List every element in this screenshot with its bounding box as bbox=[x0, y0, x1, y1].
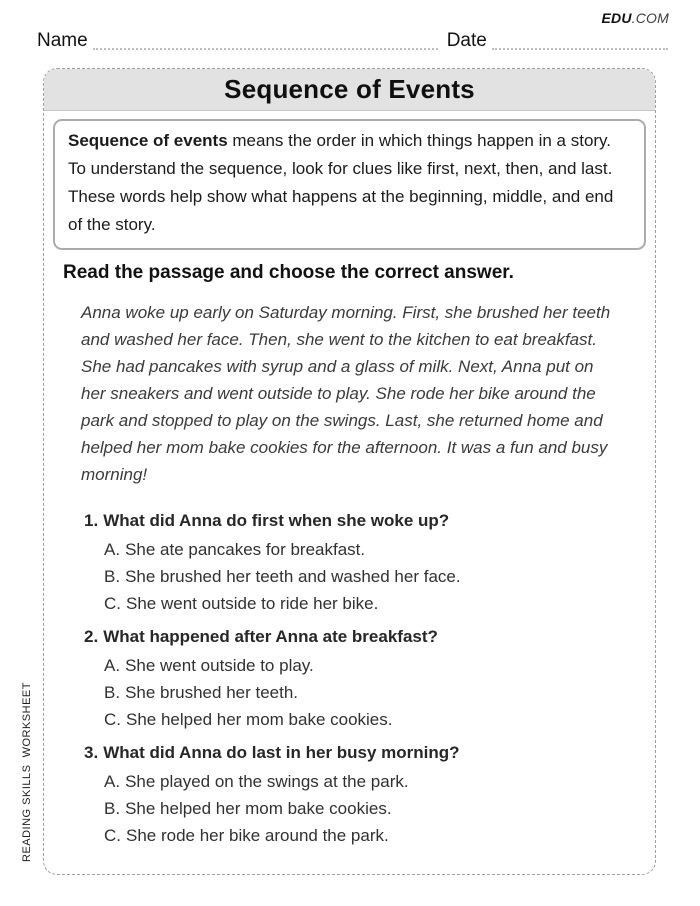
option-letter: A. bbox=[104, 772, 121, 791]
edu-logo-rest: .COM bbox=[631, 10, 669, 26]
option-text: She rode her bike around the park. bbox=[126, 826, 389, 845]
option-letter: A. bbox=[104, 656, 121, 675]
page-title: Sequence of Events bbox=[224, 74, 475, 104]
name-date-row bbox=[37, 29, 668, 53]
option-text: She went outside to ride her bike. bbox=[126, 594, 379, 613]
option-letter: B. bbox=[104, 567, 121, 586]
worksheet-header bbox=[44, 69, 655, 111]
option-letter: C. bbox=[104, 826, 121, 845]
question-number: 3. bbox=[84, 743, 99, 762]
edu-logo bbox=[601, 10, 669, 26]
passage-text: Anna woke up early on Saturday morning. First, she brushed her teeth and washed her face. Then, she went to the kitchen to eat breakfast. She had pancakes with syrup and a glass of milk. Next, Anna put on her sneakers and went outside to play. She rode her bike around the park and stopped to play on the swings. Last, she returned home and helped her mom bake cookies for the afternoon. It was a fun and busy morning! bbox=[81, 303, 611, 484]
option-row bbox=[84, 590, 629, 617]
question-text: What happened after Anna ate breakfast? bbox=[103, 627, 438, 646]
option-text: She helped her mom bake cookies. bbox=[126, 710, 393, 729]
option-letter: B. bbox=[104, 799, 121, 818]
definition-text: means the order in which things happen in a story. To understand the sequence, look for clues like first, next, then, and last. These words help show what happens at the beginning, middle, and end of the story. bbox=[68, 131, 614, 234]
option-text: She brushed her teeth. bbox=[125, 683, 299, 702]
questions-section bbox=[84, 507, 629, 849]
question-heading bbox=[84, 739, 629, 766]
date-blank-line bbox=[492, 48, 668, 50]
option-letter: C. bbox=[104, 710, 121, 729]
option-letter: C. bbox=[104, 594, 121, 613]
option-text: She ate pancakes for breakfast. bbox=[125, 540, 366, 559]
question-number: 1. bbox=[84, 511, 99, 530]
question-block-3 bbox=[84, 739, 629, 849]
option-letter: B. bbox=[104, 683, 121, 702]
question-heading bbox=[84, 507, 629, 534]
option-text: She played on the swings at the park. bbox=[125, 772, 409, 791]
name-blank-line bbox=[93, 48, 438, 50]
option-letter: A. bbox=[104, 540, 121, 559]
option-row bbox=[84, 679, 629, 706]
instruction-heading: Read the passage and choose the correct answer. bbox=[63, 262, 514, 283]
question-number: 2. bbox=[84, 627, 99, 646]
sidebar-vertical-label: READING SKILLS WORKSHEET bbox=[21, 682, 33, 862]
option-row bbox=[84, 563, 629, 590]
edu-logo-bold: EDU bbox=[601, 10, 632, 26]
question-text: What did Anna do last in her busy morning? bbox=[103, 743, 460, 762]
option-row bbox=[84, 768, 629, 795]
worksheet-card bbox=[43, 68, 656, 875]
definition-box bbox=[53, 119, 646, 250]
question-block-2 bbox=[84, 623, 629, 733]
option-text: She brushed her teeth and washed her face. bbox=[125, 567, 461, 586]
option-row bbox=[84, 536, 629, 563]
definition-term: Sequence of events bbox=[68, 131, 228, 150]
question-text: What did Anna do first when she woke up? bbox=[103, 511, 450, 530]
option-row bbox=[84, 652, 629, 679]
option-row bbox=[84, 822, 629, 849]
option-text: She helped her mom bake cookies. bbox=[125, 799, 392, 818]
name-label: Name bbox=[37, 30, 88, 51]
option-row bbox=[84, 706, 629, 733]
date-label: Date bbox=[446, 30, 487, 51]
option-text: She went outside to play. bbox=[125, 656, 314, 675]
option-row bbox=[84, 795, 629, 822]
question-heading bbox=[84, 623, 629, 650]
question-block-1 bbox=[84, 507, 629, 617]
